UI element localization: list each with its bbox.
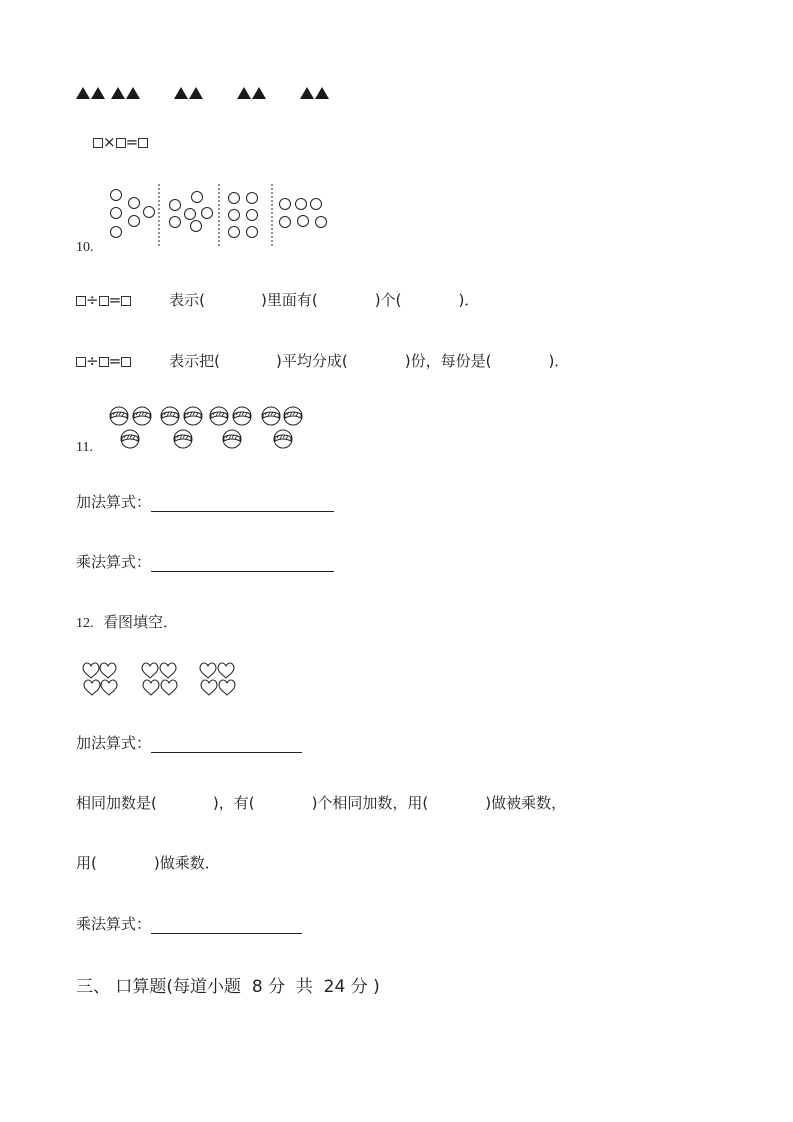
multiplication-answer-line[interactable]	[151, 919, 302, 934]
divide-sign: ÷	[86, 352, 99, 370]
ball-icon	[174, 430, 192, 448]
heart-icon	[100, 663, 116, 678]
answer-box[interactable]	[99, 296, 109, 306]
triangle-icon	[237, 87, 251, 99]
triangle-group-2	[174, 83, 204, 101]
triangle-icon	[315, 87, 329, 99]
ball-groups-figure	[105, 404, 310, 452]
triangle-icon	[189, 87, 203, 99]
question-number-12: 12.	[76, 616, 94, 631]
heart-icon	[83, 663, 99, 678]
triangle-group-1	[76, 83, 141, 101]
circle-icon	[192, 192, 203, 203]
circle-icon	[229, 210, 240, 221]
heart-icon	[201, 680, 217, 695]
ball-icon	[223, 430, 241, 448]
heart-icon	[84, 680, 100, 695]
circle-icon	[170, 217, 181, 228]
ball-icon	[262, 407, 280, 425]
circle-icon	[111, 227, 122, 238]
heart-icon	[161, 680, 177, 695]
equals-sign: =	[108, 352, 122, 370]
triangle-group-4	[300, 83, 330, 101]
equals-sign: =	[125, 133, 139, 151]
circle-icon	[191, 221, 202, 232]
circle-icon	[298, 216, 309, 227]
triangle-group-3	[237, 83, 267, 101]
heart-icon	[160, 663, 176, 678]
q11-addition-row	[76, 491, 334, 512]
answer-box[interactable]	[76, 357, 86, 367]
triangle-icon	[300, 87, 314, 99]
circle-icon	[280, 217, 291, 228]
triangle-icon	[174, 87, 188, 99]
circle-icon	[229, 227, 240, 238]
circle-icon	[247, 210, 258, 221]
q10-division-line-2: ÷ = 表示把( )平均分成( )份，每份是( )．	[76, 350, 569, 371]
ball-icon	[284, 407, 302, 425]
ball-icon	[133, 407, 151, 425]
circle-icon	[229, 193, 240, 204]
ball-icon	[210, 407, 228, 425]
circle-icon	[111, 208, 122, 219]
addition-answer-line[interactable]	[151, 738, 302, 753]
addition-label: 加法算式：	[76, 493, 152, 511]
ball-icon	[121, 430, 139, 448]
q12-fill-line-b: 用( )做乘数．	[76, 854, 220, 872]
equals-sign: =	[108, 291, 122, 309]
circle-icon	[144, 207, 155, 218]
circle-icon	[296, 199, 307, 210]
triangle-icon	[252, 87, 266, 99]
circle-icon	[111, 190, 122, 201]
circle-icon	[129, 198, 140, 209]
heart-icon	[143, 680, 159, 695]
circle-icon	[170, 200, 181, 211]
circle-icon	[202, 208, 213, 219]
multiplication-equation	[93, 133, 148, 151]
heart-icon	[219, 680, 235, 695]
section-3-heading: 三、 口算题(每道小题 8 分 共 24 分 )	[76, 977, 380, 997]
q12-addition-row	[76, 732, 302, 753]
q12-header	[76, 611, 178, 632]
multiplication-label: 乘法算式：	[76, 553, 152, 571]
ball-icon	[184, 407, 202, 425]
q10-division-line-1: ÷ = 表示( )里面有( )个( )．	[76, 289, 479, 310]
question-number-10: 10.	[76, 240, 94, 255]
addition-answer-line[interactable]	[151, 497, 334, 512]
q11-multiplication-row	[76, 551, 334, 572]
answer-box[interactable]	[93, 138, 103, 148]
circle-groups-figure	[100, 182, 340, 250]
triangle-row	[76, 83, 330, 101]
heart-icon	[200, 663, 216, 678]
triangle-icon	[126, 87, 140, 99]
divide-sign: ÷	[86, 291, 99, 309]
circle-icon	[247, 193, 258, 204]
answer-box[interactable]	[121, 357, 131, 367]
ball-icon	[161, 407, 179, 425]
heart-groups-figure	[82, 661, 242, 699]
circle-icon	[247, 227, 258, 238]
heart-icon	[218, 663, 234, 678]
ball-icon	[110, 407, 128, 425]
triangle-icon	[111, 87, 125, 99]
ball-icon	[274, 430, 292, 448]
answer-box[interactable]	[76, 296, 86, 306]
answer-box[interactable]	[138, 138, 148, 148]
answer-box[interactable]	[121, 296, 131, 306]
circle-icon	[129, 216, 140, 227]
q12-title: 看图填空．	[103, 613, 179, 631]
times-sign: ×	[103, 133, 116, 151]
question-number-11: 11.	[76, 440, 93, 455]
q12-multiplication-row	[76, 913, 302, 934]
ball-icon	[233, 407, 251, 425]
circle-icon	[280, 199, 291, 210]
circle-icon	[316, 217, 327, 228]
heart-icon	[142, 663, 158, 678]
multiplication-answer-line[interactable]	[151, 557, 334, 572]
multiplication-label: 乘法算式：	[76, 915, 152, 933]
q12-fill-line-a: 相同加数是( )，有( )个相同加数，用( )做被乘数，	[76, 794, 567, 812]
answer-box[interactable]	[99, 357, 109, 367]
circle-icon	[185, 209, 196, 220]
heart-icon	[101, 680, 117, 695]
addition-label: 加法算式：	[76, 734, 152, 752]
answer-box[interactable]	[116, 138, 126, 148]
circle-icon	[311, 199, 322, 210]
triangle-icon	[76, 87, 90, 99]
triangle-icon	[91, 87, 105, 99]
